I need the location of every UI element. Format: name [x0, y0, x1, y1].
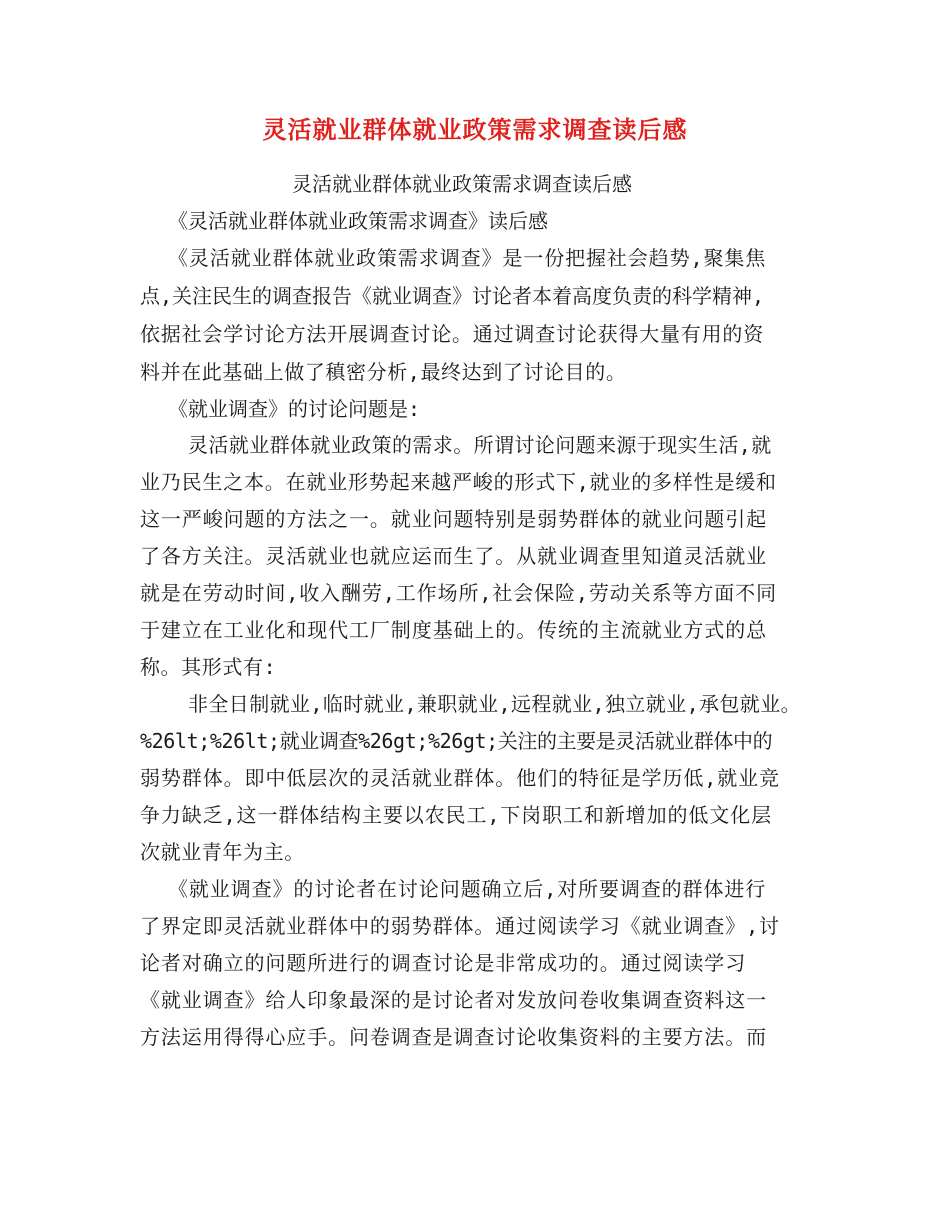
- text-line: 争力缺乏,这一群体结构主要以农民工,下岗职工和新增加的低文化层: [140, 803, 772, 827]
- text-line: 于建立在工业化和现代工厂制度基础上的。传统的主流就业方式的总: [140, 618, 767, 642]
- text-line: 方法运用得得心应手。问卷调查是调查讨论收集资料的主要方法。而: [140, 1025, 767, 1049]
- text-line: 这一严峻问题的方法之一。就业问题特别是弱势群体的就业问题引起: [140, 507, 767, 531]
- text-line: 《就业调查》给人印象最深的是讨论者对发放问卷收集调查资料这一: [140, 988, 767, 1012]
- text-line: 点,关注民生的调查报告《就业调查》讨论者本着高度负责的科学精神,: [140, 284, 765, 308]
- text-line: 称。其形式有:: [140, 655, 277, 679]
- text-line: 论者对确立的问题所进行的调查讨论是非常成功的。通过阅读学习: [140, 951, 747, 975]
- text-line: %26lt;%26lt;就业调查%26gt;%26gt;关注的主要是灵活就业群体中的: [140, 729, 773, 753]
- text-line: 次就业青年为主。: [140, 840, 305, 864]
- text-line: 业乃民生之本。在就业形势起来越严峻的形式下,就业的多样性是缓和: [140, 470, 777, 494]
- text-line: 《灵活就业群体就业政策需求调查》读后感: [168, 209, 548, 233]
- text-line: 《就业调查》的讨论问题是:: [168, 397, 421, 421]
- text-line: 就是在劳动时间,收入酬劳,工作场所,社会保险,劳动关系等方面不同: [140, 581, 777, 605]
- text-line: 灵活就业群体就业政策的需求。所谓讨论问题来源于现实生活,就: [188, 433, 772, 457]
- text-line: 弱势群体。即中低层次的灵活就业群体。他们的特征是学历低,就业竞: [140, 766, 780, 790]
- document-title: 灵活就业群体就业政策需求调查读后感: [262, 115, 688, 144]
- text-line: 非全日制就业,临时就业,兼职就业,远程就业,独立就业,承包就业。: [188, 692, 802, 716]
- text-line: 了界定即灵活就业群体中的弱势群体。通过阅读学习《就业调查》,讨: [140, 914, 780, 938]
- text-line: 《灵活就业群体就业政策需求调查》是一份把握社会趋势,聚集焦: [168, 246, 767, 270]
- text-line: 依据社会学讨论方法开展调查讨论。通过调查讨论获得大量有用的资: [140, 322, 764, 346]
- subtitle-line: 灵活就业群体就业政策需求调查读后感: [292, 172, 632, 196]
- text-line: 《就业调查》的讨论者在讨论问题确立后,对所要调查的群体进行: [168, 877, 767, 901]
- text-line: 料并在此基础上做了稹密分析,最终达到了讨论目的。: [140, 360, 627, 384]
- text-line: 了各方关注。灵活就业也就应运而生了。从就业调查里知道灵活就业: [140, 544, 767, 568]
